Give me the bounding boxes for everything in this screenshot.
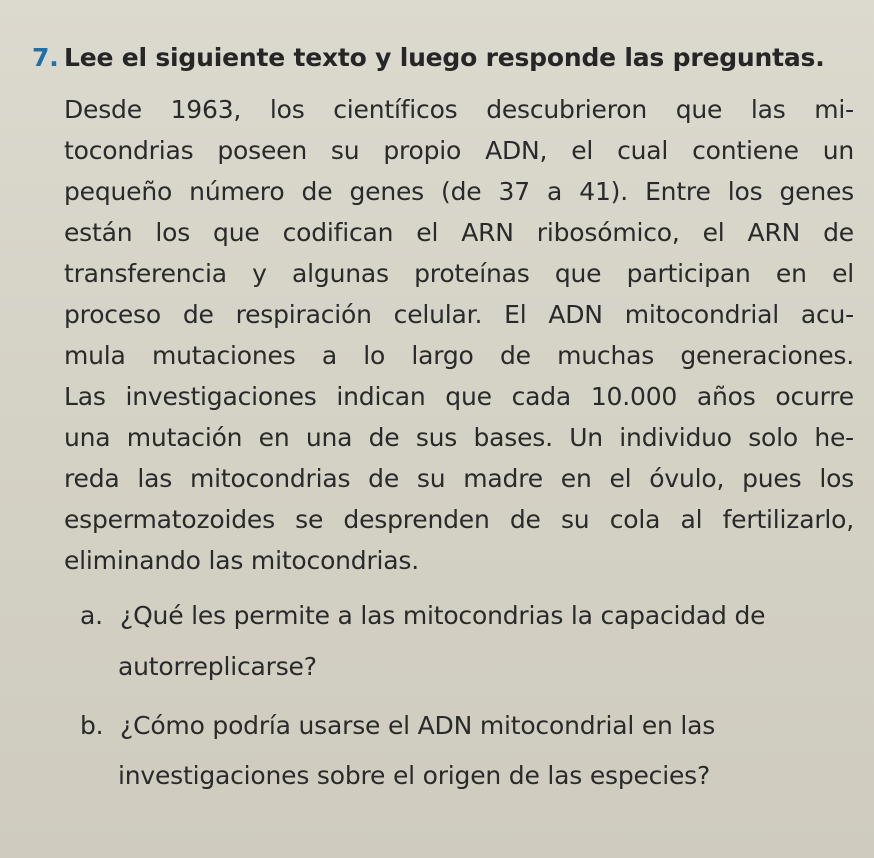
paragraph-line: eliminando las mitocondrias. <box>64 546 419 575</box>
exercise-title: Lee el siguiente texto y luego responde las preguntas. <box>64 43 825 72</box>
paragraph-line: Desde 1963, los científicos descubrieron que las mi- <box>64 95 854 124</box>
question-b-line: investigaciones sobre el origen de las especies? <box>118 761 711 790</box>
question-a-text: ¿Qué les permite a las mitocondrias la capacidad de <box>120 601 766 630</box>
paragraph-line: reda las mitocondrias de su madre en el óvulo, pues los <box>64 464 854 493</box>
exercise-number: 7. <box>32 43 59 72</box>
paragraph-line: están los que codifican el ARN ribosómico, el ARN de <box>64 218 854 247</box>
paragraph-line: una mutación en una de sus bases. Un individuo solo he- <box>64 423 854 452</box>
paragraph-line: tocondrias poseen su propio ADN, el cual contiene un <box>64 136 854 165</box>
exercise-heading <box>32 40 832 76</box>
question-a-line: autorreplicarse? <box>118 652 317 681</box>
paragraph-line: Las investigaciones indican que cada 10.000 años ocurre <box>64 382 854 411</box>
paragraph-line: pequeño número de genes (de 37 a 41). Entre los genes <box>64 177 854 206</box>
paragraph-line: proceso de respiración celular. El ADN mitocondrial acu- <box>64 300 854 329</box>
question-b-text: ¿Cómo podría usarse el ADN mitocondrial en las <box>120 711 716 740</box>
question-a-line <box>80 598 854 634</box>
paragraph-line: espermatozoides se desprenden de su cola al fertilizarlo, <box>64 505 854 534</box>
paragraph-line: mula mutaciones a lo largo de muchas generaciones. <box>64 341 854 370</box>
question-b-label: b. <box>80 711 104 740</box>
question-b-line <box>80 708 854 744</box>
paragraph-line: transferencia y algunas proteínas que participan en el <box>64 259 854 288</box>
question-a-label: a. <box>80 601 103 630</box>
